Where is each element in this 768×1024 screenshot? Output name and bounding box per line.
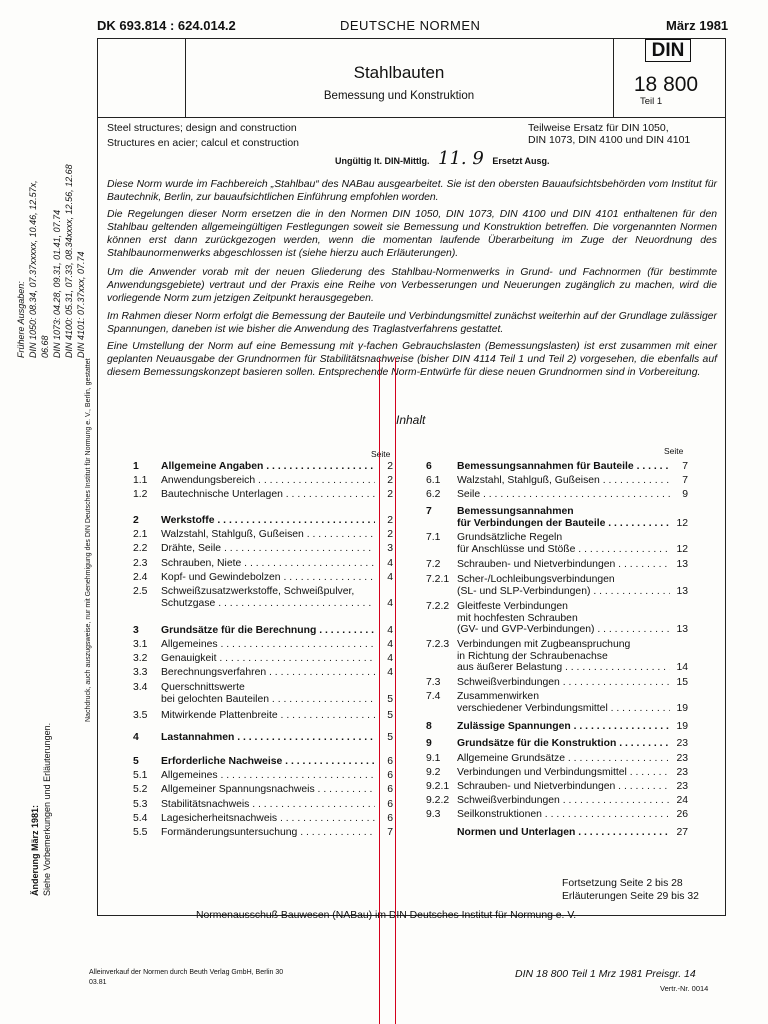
title-english: Steel structures; design and construction [107,122,297,134]
validity-stamp: Ungültig lt. DIN-Mittlg. 11. 9 Ersetzt Ausg. [335,148,550,169]
toc-entry-title: Bemessungsannahmen für Bauteile . . . [457,461,670,472]
toc-entry [133,666,393,678]
toc-entry-page: 14 [676,662,688,673]
toc-entry-page: 23 [676,767,688,778]
toc-entry-title: in Richtung der Schraubenachse [457,650,608,662]
toc-entry-page: 7 [387,827,393,838]
toc-entry-title: (SL- und SLP-Verbindungen) . . . [457,586,670,597]
toc-entry-page: 6 [387,784,393,795]
toc-entry-number: 2 [133,515,139,526]
toc-entry-title: Schrauben- und Nietverbindungen . . . [457,559,670,570]
toc-entry [426,531,688,543]
toc-entry [426,505,688,517]
toc-entry-number: 5.2 [133,784,148,795]
toc-entry [426,808,688,820]
toc-entry [426,752,688,764]
toc-entry [426,676,688,688]
toc-entry-number: 6.1 [426,475,441,486]
din-logo: DIN [620,40,716,62]
toc-entry-page: 5 [387,693,393,705]
document-subtitle: Bemessung und Konstruktion [323,90,475,102]
toc-entry-number: 4 [133,732,139,743]
toc-entry-page: 15 [676,677,688,688]
toc-heading: Inhalt [396,413,426,427]
toc-entry-page: 2 [387,529,393,540]
toc-entry-page: 5 [387,732,393,743]
margin-earlier-2: 06.68 [40,335,50,358]
toc-entry-page: 23 [676,781,688,792]
toc-entry [133,528,393,540]
toc-entry-number: 7.2 [426,559,441,570]
replacement-line2: DIN 1073, DIN 4100 und DIN 4101 [528,134,691,146]
footer-din-ref: DIN 18 800 Teil 1 Mrz 1981 Preisgr. 14 [515,968,696,980]
toc-entry-title: Grundsätze für die Berechnung . . . [161,625,375,636]
toc-entry [133,624,393,636]
toc-entry-page: 4 [387,667,393,678]
toc-entry-title: Lastannahmen . . . [161,732,375,743]
toc-entry [426,661,688,673]
toc-entry-number: 9.2.1 [426,781,450,792]
toc-entry-number: 7.4 [426,691,441,702]
margin-earlier-title: Frühere Ausgaben: [16,281,26,358]
toc-entry-page: 9 [682,489,688,500]
toc-entry [133,731,393,743]
toc-entry-title: Gleitfeste Verbindungen [457,601,568,612]
toc-entry [426,638,688,650]
toc-entry-title: Mitwirkende Plattenbreite . . . [161,710,375,721]
intro-paragraph-1: Diese Norm wurde im Fachbereich „Stahlbau“ des NABau ausgearbeitet. Sie ist den obersten Bauaufsichtsbehörden vom Institut für Bautechnik, Berlin, zur bauaufsichtlichen Einführung empfohlen worden. [107,179,717,203]
toc-entry [133,514,393,526]
toc-entry [426,543,688,555]
toc-entry-page: 27 [676,827,688,838]
toc-entry-title: Lagesicherheitsnachweis . . . [161,813,375,824]
toc-left-seite-label: Seite [371,449,391,459]
toc-entry [426,488,688,500]
toc-entry-title: Grundsätze für die Konstruktion . . . [457,738,670,749]
toc-entry-number: 7.3 [426,677,441,688]
toc-entry-title: aus äußerer Belastung . . . [457,662,670,673]
toc-entry-page: 23 [676,738,688,749]
toc-entry-title: Schweißverbindungen . . . [457,677,670,688]
toc-entry [426,690,688,702]
toc-entry [133,652,393,664]
din-number: 18 800 [633,73,699,96]
margin-earlier-4: DIN 4100: 05.31, 07.33, 08.34xxxx, 12.56, 12.68 [64,164,74,358]
footer-publisher: Alleinverkauf der Normen durch Beuth Verlag GmbH, Berlin 30 [89,969,284,976]
toc-entry-title: bei gelochten Bauteilen . . . [161,694,375,705]
margin-change-title: Änderung März 1981: [30,804,40,896]
toc-entry [133,571,393,583]
toc-right-seite-label: Seite [664,446,684,456]
toc-entry [133,474,393,486]
toc-entry-number: 3.2 [133,653,148,664]
intro-paragraph-3: Um die Anwender vorab mit der neuen Gliederung des Stahlbau-Normenwerks in Grund- und Fachnormen (für bestimmte Anwendungsgebiete) vertraut und der Praxis eine Reihe von Verbesserungen und Neuerungen zugänglich zu machen, wird die vorliegende Norm zum jetzigen Zeitpunkt herausgegeben. [107,267,717,304]
toc-entry-number: 1.1 [133,475,148,486]
toc-entry-page: 6 [387,799,393,810]
toc-entry-number: 5.1 [133,770,148,781]
toc-entry [133,769,393,781]
toc-entry-page: 2 [387,489,393,500]
toc-entry-page: 4 [387,572,393,583]
toc-entry-title: Bautechnische Unterlagen . . . [161,489,375,500]
toc-entry-page: 6 [387,813,393,824]
toc-entry-number: 5.3 [133,799,148,810]
toc-entry-page: 4 [387,558,393,569]
intro-paragraph-2: Die Regelungen dieser Norm ersetzen die in den Normen DIN 1050, DIN 1073, DIN 4100 und DIN 4101 enthaltenen für den Stahlbau geltenden allgemeingültigen Festlegungen soweit sie Bemessung und Konstruktion betreffen. Die vorgenannten Normen können erst dann zurückgezogen werden, wenn die momentan laufende Überarbeitung im Zuge der Neuordnung des Stahlbaunormenwerks abgeschlossen ist (siehe hierzu auch Erläuterungen). [107,209,717,259]
deutsche-normen: DEUTSCHE NORMEN [340,18,481,33]
toc-entry-number: 5 [133,756,139,767]
margin-earlier-5: DIN 4101: 07.37xxx, 07.74 [76,251,86,358]
toc-entry-title: Werkstoffe . . . [161,515,375,526]
toc-entry-page: 13 [676,624,688,635]
toc-entry [133,812,393,824]
toc-entry-title: Stabilitätsnachweis . . . [161,799,375,810]
toc-entry-page: 26 [676,809,688,820]
toc-entry-number: 5.4 [133,813,148,824]
toc-entry-title: Seile . . . [457,489,670,500]
toc-entry-title: Formänderungsuntersuchung . . . [161,827,375,838]
toc-entry-title: Schweißverbindungen . . . [457,795,670,806]
toc-entry-title: Anwendungsbereich . . . [161,475,375,486]
toc-entry-title: Verbindungen und Verbindungsmittel . . . [457,767,670,778]
toc-entry-page: 5 [387,710,393,721]
toc-entry-number: 2.4 [133,572,148,583]
toc-entry-title: Schrauben- und Nietverbindungen . . . [457,781,670,792]
toc-entry-title: für Anschlüsse und Stöße . . . [457,544,670,555]
toc-entry-page: 4 [387,597,393,609]
toc-entry [426,573,688,585]
toc-entry-title: Schweißzusatzwerkstoffe, Schweißpulver, [161,586,355,597]
toc-entry-number: 7.2.3 [426,639,450,650]
toc-entry-page: 4 [387,639,393,650]
title-divider-right [613,38,614,118]
toc-entry-title: Walzstahl, Stahlguß, Gußeisen . . . [457,475,670,486]
toc-entry-page: 19 [676,721,688,732]
toc-entry-title: Allgemeine Angaben . . . [161,461,375,472]
toc-entry [426,766,688,778]
toc-entry [426,517,688,529]
toc-entry [426,460,688,472]
toc-entry [426,780,688,792]
margin-earlier-1: DIN 1050: 08.34, 07.37xxxxx, 10.46, 12.57x, [28,180,38,358]
toc-entry [426,794,688,806]
toc-entry-title: Erforderliche Nachweise . . . [161,756,375,767]
toc-entry-number: 3.1 [133,639,148,650]
din-part: Teil 1 [640,96,663,107]
issue-date: März 1981 [666,18,729,33]
toc-entry-number: 1.2 [133,489,148,500]
toc-entry-title: Kopf- und Gewindebolzen . . . [161,572,375,583]
toc-entry-number: 5.5 [133,827,148,838]
toc-entry-page: 6 [387,770,393,781]
toc-entry-number: 9.1 [426,753,441,764]
toc-entry [426,650,688,662]
red-annotation-line-right [395,358,396,1024]
toc-entry-title: Allgemeiner Spannungsnachweis . . . [161,784,375,795]
red-annotation-line-left [379,358,380,1024]
toc-entry-number: 2.5 [133,586,148,597]
toc-entry-page: 23 [676,753,688,764]
toc-entry-page: 12 [676,543,688,555]
toc-entry-number: 7.2.1 [426,574,450,585]
continuation-line2: Erläuterungen Seite 29 bis 32 [562,891,699,902]
toc-entry-number: 7.1 [426,532,441,543]
toc-entry [133,585,393,597]
toc-entry [133,488,393,500]
toc-entry-page: 12 [676,517,688,529]
toc-entry-number: 9 [426,738,432,749]
toc-entry [426,623,688,635]
toc-entry-title: Normen und Unterlagen . . . [457,827,670,838]
margin-reprint-notice: Nachdruck, auch auszugsweise, nur mit Genehmigung des DIN Deutsches Institut für Normung e. V., Berlin, gestattet [85,358,92,722]
toc-entry-page: 7 [682,461,688,472]
toc-entry [133,597,393,609]
toc-entry-number: 8 [426,721,432,732]
toc-entry-title: Genauigkeit . . . [161,653,375,664]
toc-entry-page: 24 [676,795,688,806]
toc-entry-page: 3 [387,543,393,554]
toc-entry-number: 9.3 [426,809,441,820]
toc-entry-page: 19 [676,702,688,714]
toc-entry-number: 2.2 [133,543,148,554]
toc-entry-number: 2.3 [133,558,148,569]
toc-entry-title: Schutzgase . . . [161,598,375,609]
toc-entry-title: Grundsätzliche Regeln [457,532,563,543]
toc-entry-title: Zulässige Spannungen . . . [457,721,670,732]
toc-entry [133,826,393,838]
toc-entry-number: 9.2.2 [426,795,450,806]
toc-entry [133,460,393,472]
toc-entry-number: 6.2 [426,489,441,500]
toc-entry-page: 13 [676,585,688,597]
toc-entry [426,720,688,732]
toc-entry-title: Scher-/Lochleibungsverbindungen [457,574,615,585]
committee-line: Normenausschuß Bauwesen (NABau) im DIN Deutsches Institut für Normung e. V. [196,910,577,921]
toc-entry-page: 2 [387,515,393,526]
margin-change-text: Siehe Vorbemerkungen und Erläuterungen. [42,722,52,896]
toc-entry-page: 4 [387,653,393,664]
toc-entry [426,826,688,838]
toc-entry [426,600,688,612]
toc-entry [426,558,688,570]
toc-entry [426,737,688,749]
toc-entry-title: Zusammenwirken [457,691,539,702]
toc-entry [133,783,393,795]
footer-date-code: 03.81 [89,979,107,986]
toc-entry-number: 3.3 [133,667,148,678]
intro-paragraph-4: Im Rahmen dieser Norm erfolgt die Bemessung der Bauteile und Verbindungsmittel zunächst weiterhin auf der Grundlage zulässiger Spannungen, daneben ist wie bisher die Anwendung des Traglastverfahrens gestattet. [107,311,717,335]
toc-entry-title: Allgemeines . . . [161,770,375,781]
toc-entry-number: 1 [133,461,139,472]
footer-vertr: Vertr.-Nr. 0014 [660,984,709,993]
continuation-line1: Fortsetzung Seite 2 bis 28 [562,878,683,889]
toc-entry [426,585,688,597]
toc-entry-page: 7 [682,475,688,486]
toc-entry-number: 2.1 [133,529,148,540]
toc-entry-title: Drähte, Seile . . . [161,543,375,554]
toc-entry [133,693,393,705]
toc-entry-title: Walzstahl, Stahlguß, Gußeisen . . . [161,529,375,540]
toc-entry [426,702,688,714]
replacement-line1: Teilweise Ersatz für DIN 1050, [528,122,669,134]
toc-entry [426,612,688,624]
toc-entry-title: Berechnungsverfahren . . . [161,667,375,678]
toc-entry-number: 7 [426,506,432,517]
toc-entry [426,474,688,486]
toc-entry-number: 3.5 [133,710,148,721]
toc-entry-page: 4 [387,625,393,636]
toc-entry-page: 6 [387,756,393,767]
title-french: Structures en acier; calcul et construction [107,137,300,149]
toc-entry-title: Allgemeine Grundsätze . . . [457,753,670,764]
toc-entry [133,557,393,569]
margin-earlier-3: DIN 1073: 04.28, 09.31, 01.41, 07.74 [52,209,62,358]
toc-entry-number: 6 [426,461,432,472]
toc-entry [133,755,393,767]
toc-entry-page: 2 [387,475,393,486]
toc-entry-title: Seilkonstruktionen . . . [457,809,670,820]
toc-entry-title: Bemessungsannahmen [457,506,574,517]
toc-entry-title: (GV- und GVP-Verbindungen) . . . [457,624,670,635]
toc-entry [133,798,393,810]
toc-entry-title: mit hochfesten Schrauben [457,612,578,624]
toc-entry-page: 13 [676,559,688,570]
toc-entry [133,638,393,650]
document-title: Stahlbauten [353,63,445,82]
toc-entry-title: Verbindungen mit Zugbeanspruchung [457,639,631,650]
toc-entry-number: 3 [133,625,139,636]
toc-entry-number: 9.2 [426,767,441,778]
toc-entry-title: Schrauben, Niete . . . [161,558,375,569]
toc-entry-title: Allgemeines . . . [161,639,375,650]
toc-entry-number: 3.4 [133,682,148,693]
toc-entry [133,681,393,693]
toc-entry [133,542,393,554]
toc-entry-title: für Verbindungen der Bauteile . . . [457,518,670,529]
toc-entry [133,709,393,721]
toc-entry-title: Querschnittswerte [161,682,245,693]
toc-entry-title: verschiedener Verbindungsmittel . . . [457,703,670,714]
toc-entry-number: 7.2.2 [426,601,450,612]
intro-paragraph-5: Eine Umstellung der Norm auf eine Bemessung mit γ-fachen Gebrauchslasten (Bemessungslasten) ist erst zusammen mit einer geplanten Neuausgabe der Grundnormen für Stabilitätsnachweise (bisher DIN 4114 Teil 1 und Teil 2) vorgesehen, die ebenfalls auf diesem Bemessungskonzept basieren sollen. Entsprechende Norm-Entwürfe für diese neuen Grundnormen sind in Vorbereitung. [107,341,717,378]
toc-entry-page: 2 [387,461,393,472]
dk-number: DK 693.814 : 624.014.2 [97,18,236,33]
